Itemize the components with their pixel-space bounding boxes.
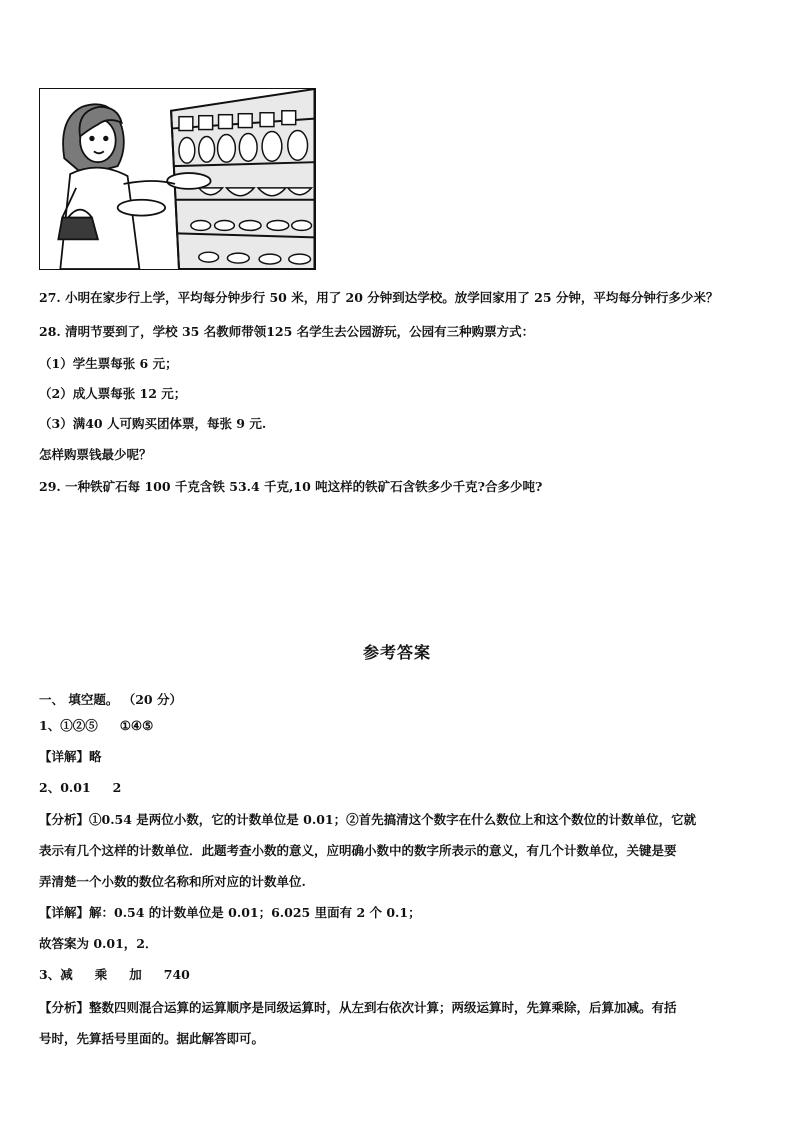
- question-28-option-3: （3）满40 人可购买团体票，每张 9 元.: [39, 416, 267, 431]
- question-28-ask: 怎样购票钱最少呢？: [39, 447, 152, 462]
- answer-2-conclusion: 故答案为 0.01，2．: [39, 936, 158, 951]
- question-28: 28. 清明节要到了，学校 35 名教师带领125 名学生去公园游玩，公园有三种购票方式：: [39, 324, 535, 339]
- answer-2-analysis-line-3: 弄清楚一个小数的数位名称和所对应的计数单位.: [39, 874, 306, 889]
- answer-1-detail: 【详解】略: [39, 749, 102, 764]
- question-28-option-1: （1）学生票每张 6 元；: [39, 356, 178, 371]
- answer-1: [39, 718, 153, 734]
- question-27: 27. 小明在家步行上学，平均每分钟步行 50 米，用了 20 分钟到达学校。放学回家用了 25 分钟，平均每分钟行多少米？: [39, 290, 719, 305]
- answer-3-part-1: 减: [60, 967, 73, 982]
- answer-2: [39, 780, 121, 796]
- answer-2-detail: 【详解】解：0.54 的计数单位是 0.01；6.025 里面有 2 个 0.1；: [39, 905, 421, 920]
- answer-3-analysis-line-2: 号时，先算括号里面的。据此解答即可。: [39, 1031, 265, 1046]
- answer-3-number: 3、: [39, 967, 61, 982]
- answer-2-part-1: 0.01: [60, 780, 91, 795]
- section-1-heading: 一、 填空题。 （20 分）: [39, 692, 182, 707]
- answer-3: [39, 967, 190, 983]
- answer-1-number: 1、: [39, 718, 61, 733]
- answer-3-part-2: 乘: [94, 967, 108, 982]
- question-29: 29. 一种铁矿石每 100 千克含铁 53.4 千克,10 吨这样的铁矿石含铁多少千克?合多少吨?: [39, 479, 543, 494]
- answer-2-part-2: 2: [112, 780, 122, 795]
- answers-title: 参考答案: [362, 643, 431, 662]
- answer-3-analysis-line-1: 【分析】整数四则混合运算的运算顺序是同级运算时，从左到右依次计算；两级运算时，先算乘除，后算加减。有括: [39, 1000, 677, 1015]
- shopping-illustration: [39, 88, 316, 270]
- answer-1-part-2: ①④⑤: [119, 718, 154, 733]
- answer-2-analysis-line-1: 【分析】①0.54 是两位小数，它的计数单位是 0.01；②首先搞清这个数字在什么数位上和这个数位的计数单位，它就: [39, 812, 697, 827]
- answer-2-analysis-line-2: 表示有几个这样的计数单位．此题考查小数的意义，应明确小数中的数字所表示的意义，有几个计数单位，关键是要: [39, 843, 677, 858]
- answer-1-part-1: ①②⑤: [60, 718, 98, 733]
- answer-3-part-4: 740: [163, 967, 190, 982]
- question-28-option-2: （2）成人票每张 12 元；: [39, 386, 187, 401]
- answer-3-part-3: 加: [129, 967, 142, 982]
- answer-2-number: 2、: [39, 780, 61, 795]
